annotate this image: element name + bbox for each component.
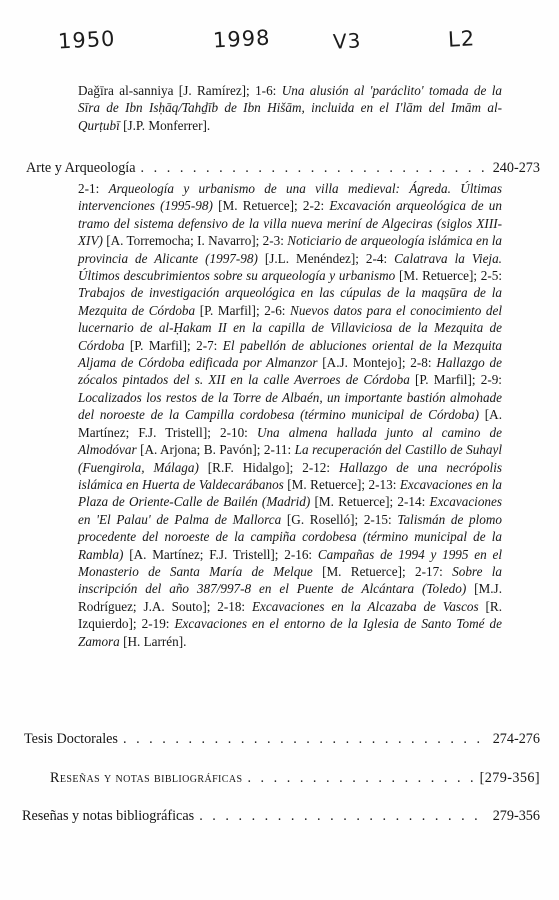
handwritten-note: V3	[332, 28, 363, 54]
entry-title-text: Excavaciones en la Alcazaba de Vascos	[251, 598, 479, 614]
entry-text: [R.F. Hidalgo]; 2-12:	[198, 459, 339, 475]
toc-leader-dots	[141, 160, 488, 177]
entry-text: [A. Martínez; F.J. Tristell]; 2-16:	[123, 546, 318, 562]
entry-title-text: Campañas de 1994 y 1995 en el Monasterio de Santa María de Melque	[78, 546, 502, 579]
toc-pages: 274-276	[492, 731, 540, 747]
toc-leader-dots	[247, 770, 474, 787]
entry-text: [P. Marfil]; 2-7:	[124, 337, 223, 353]
entry-title-text: Localizados los restos de la Torre de Albaén, un importante bastión almohade del noroeste de la Campilla cordobesa (término municipal de Córdoba)	[78, 389, 502, 423]
toc-label: Arte y Arqueología	[26, 160, 136, 176]
arte-entries-paragraph	[78, 180, 502, 650]
entry-title-text: Arqueología y urbanismo de una villa medieval: Ágreda. Últimas intervenciones (1995-98)	[78, 181, 502, 214]
toc-pages: 240-273	[492, 160, 540, 176]
entry-text: [P. Marfil]; 2-6:	[195, 302, 291, 318]
toc-entry-resenas-heading[interactable]	[50, 770, 540, 787]
handwritten-note: L2	[447, 26, 476, 52]
entry-text: [A. Arjona; B. Pavón]; 2-11:	[136, 442, 295, 458]
entry-title-text: Una alusión al 'paráclito' tomada de la Sīra de Ibn Isḥāq/Tahḏīb de Ibn Hišām, incluida en el I'lām del Imām al-Qurṭubī	[78, 83, 502, 133]
toc-entry-resenas[interactable]	[22, 808, 540, 825]
entry-text: [M. Retuerce]; 2-5:	[395, 268, 502, 284]
entry-title-text: El pabellón de abluciones oriental de la Mezquita Aljama de Córdoba edificada por Almanzor	[78, 337, 502, 371]
toc-leader-dots	[199, 808, 488, 825]
entry-title-text: Calatrava la Vieja. Últimos descubrimientos sobre su arqueología y urbanismo	[78, 250, 502, 284]
entry-text: [A.J. Montejo]; 2-8:	[317, 355, 437, 371]
entry-title-text: Talismán de plomo procedente del noroeste de la campiña cordobesa (término municipal de la Rambla)	[78, 511, 502, 562]
entry-text: [H. Larrén].	[119, 633, 187, 649]
entry-text: Daǧīra al-sanniya [J. Ramírez]; 1-6:	[78, 83, 282, 98]
handwritten-note: 1950	[57, 26, 117, 54]
entry-text: [M. Retuerce]; 2-17:	[312, 563, 453, 579]
entry-title-text: Una almena hallada junto al camino de Almodóvar	[78, 424, 502, 458]
toc-pages: [279-356]	[479, 770, 540, 786]
entry-text: [A. Torremocha; I. Navarro]; 2-3:	[102, 233, 288, 249]
toc-entry-tesis[interactable]	[24, 731, 540, 748]
entry-text: [M. Retuerce]; 2-2:	[212, 198, 330, 214]
entry-text: [R. Izquierdo]; 2-19:	[78, 598, 502, 632]
entry-title-text: Sobre la inscripción del año 387/997-8 en el Puente de Alcántara (Toledo)	[78, 563, 502, 597]
entry-title-text: Nuevos datos para el conocimiento del lucernario de al-Ḥakam II en la capilla de Villaviciosa de la Mezquita de Córdoba	[78, 302, 502, 353]
entry-text: [M. Retuerce]; 2-13:	[283, 476, 400, 492]
entry-text: [J.L. Menéndez]; 2-4:	[257, 250, 395, 266]
toc-leader-dots	[123, 731, 488, 748]
entry-title-text: La recuperación del Castillo de Suhayl (Fuengirola, Málaga)	[78, 442, 502, 475]
toc-pages: 279-356	[492, 808, 540, 824]
entry-title-text: Excavaciones en la Plaza de Oriente-Calle de Bailén (Madrid)	[78, 476, 502, 510]
entry-text: [G. Roselló]; 2-15:	[281, 511, 398, 527]
toc-label: Reseñas y notas bibliográficas	[50, 770, 243, 786]
entry-title-text: Excavación arqueológica de un tramo del sistema defensivo de la villa nueva meriní de Algeciras (siglos XIII-XIV)	[78, 198, 502, 249]
entry-title-text: Noticiario de arqueología islámica en la provincia de Alicante (1997-98)	[78, 233, 503, 266]
entry-text: 2-1:	[78, 181, 109, 196]
entry-text: [M. Retuerce]; 2-14:	[310, 494, 430, 510]
handwritten-note: 1998	[212, 25, 272, 53]
toc-entry-arte[interactable]	[26, 160, 540, 177]
entry-text: [A. Martínez; F.J. Tristell]; 2-10:	[78, 407, 502, 440]
entry-title-text: Excavaciones en 'El Palau' de Palma de Mallorca	[78, 494, 503, 527]
entry-text: [J.P. Monferrer].	[119, 117, 211, 133]
entry-text: [P. Marfil]; 2-9:	[409, 372, 502, 388]
entry-title-text: Excavaciones en el entorno de la Iglesia de Santo Tomé de Zamora	[78, 616, 502, 649]
toc-label: Reseñas y notas bibliográficas	[22, 808, 195, 824]
entry-title-text: Hallazgo de una necrópolis islámica en Huerta de Valdecarábanos	[78, 459, 502, 492]
toc-label: Tesis Doctorales	[24, 731, 118, 747]
continuation-paragraph	[78, 82, 502, 134]
entry-title-text: Hallazgo de zócalos pintados del s. XII en la calle Averroes de Córdoba	[78, 355, 502, 388]
entry-title-text: Trabajos de investigación arqueológica en las cúpulas de la maqṣūra de la Mezquita de Córdoba	[78, 285, 502, 318]
entry-text: [M.J. Rodríguez; J.A. Souto]; 2-18:	[78, 581, 502, 614]
